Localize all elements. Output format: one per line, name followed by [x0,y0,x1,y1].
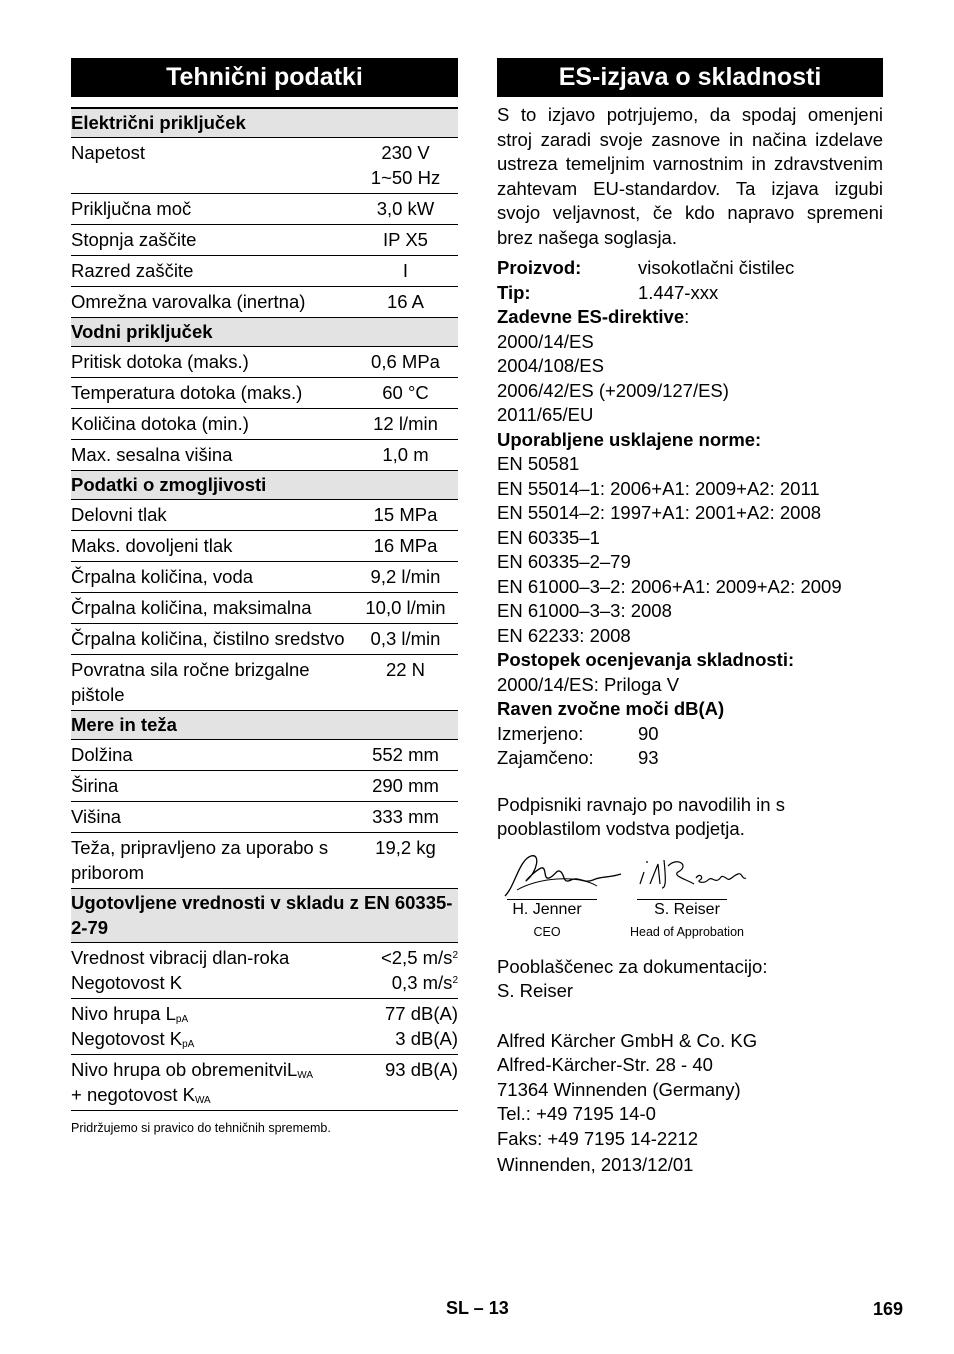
spec-label: Višina [71,802,353,833]
norm-item: EN 55014–2: 1997+A1: 2001+A2: 2008 [497,502,822,523]
type-row [497,281,883,306]
measured-value: 90 [638,722,659,744]
spec-row [71,500,458,531]
footnote: Pridržujemo si pravico do tehničnih sprememb. [71,1121,331,1135]
spec-value: 230 V 1~50 Hz [353,138,458,194]
procedure-value: 2000/14/ES: Priloga V [497,673,680,695]
product-row [497,256,883,281]
noise-value: 77 dB(A) [384,1003,458,1024]
norms-list [497,452,883,648]
spec-value: 16 A [353,287,458,318]
spec-label: Omrežna varovalka (inertna) [71,287,353,318]
spec-value: 60 °C [353,378,458,409]
directives-list [497,330,883,428]
vibration-label: Vrednost vibracij dlan-roka [71,947,290,968]
spec-row [71,740,458,771]
spec-label: Max. sesalna višina [71,440,353,471]
spec-value: 16 MPa [353,531,458,562]
spec-value: 9,2 l/min [353,562,458,593]
product-value: visokotlačni čistilec [638,257,795,278]
signers-text: Podpisniki ravnajo po navodilih in s pooblastilom vodstva podjetja. [497,793,785,839]
sound-power-uncertainty-label: + negotovost $K_{WA}$ [71,1084,211,1106]
spec-row [71,347,458,378]
norm-item: EN 61000–3–2: 2006+A1: 2009+A2: 2009 [497,575,842,597]
section-header: Vodni priključek [71,318,458,347]
spec-value: 333 mm [353,802,458,833]
section-header: Ugotovljene vrednosti v skladu z EN 60335-2-79 [71,889,458,943]
spec-row [71,409,458,440]
norm-item: EN 50581 [497,453,580,474]
spec-row [71,225,458,256]
spec-value: 12 l/min [353,409,458,440]
spec-row [71,802,458,833]
sound-power-row [71,1055,458,1111]
spec-label: Razred zaščite [71,256,353,287]
spec-row [71,624,458,655]
spec-label: Širina [71,771,353,802]
spec-value: 552 mm [353,740,458,771]
address-line: Alfred Kärcher GmbH & Co. KG [497,1029,758,1051]
spec-label: Povratna sila ročne brizgalne pištole [71,655,353,711]
signature-block [497,850,883,950]
directive-item: 2004/108/ES [497,355,604,376]
authorized-name: S. Reiser [497,980,574,1001]
norm-item: EN 62233: 2008 [497,624,631,646]
spec-value: 19,2 kg [353,833,458,889]
directive-item: 2006/42/ES (+2009/127/ES) [497,379,729,401]
declaration-title: ES-izjava o skladnosti [497,58,883,97]
spec-label: Črpalna količina, voda [71,562,353,593]
spec-value: 22 N [353,655,458,711]
guaranteed-value: 93 [638,747,659,768]
guaranteed-row [497,746,883,771]
spec-row [71,833,458,889]
spec-row [71,378,458,409]
signer1-role: CEO [533,924,561,939]
procedure-label: Postopek ocenjevanja skladnosti: [497,649,795,670]
spec-value: IP X5 [353,225,458,256]
spec-label: Temperatura dotoka (maks.) [71,378,353,409]
spec-row [71,771,458,802]
address-line: Alfred-Kärcher-Str. 28 - 40 [497,1054,713,1075]
directive-item: 2000/14/ES [497,330,594,352]
spec-value: 0,6 MPa [353,347,458,378]
company-address [497,1029,883,1152]
spec-value: 15 MPa [353,500,458,531]
section-header: Podatki o zmogljivosti [71,471,458,500]
spec-label: Napetost [71,138,353,194]
noise-label: Nivo hrupa $L_{pA}$ [71,1003,189,1025]
noise-uncertainty-value: 3 dB(A) [395,1028,458,1049]
signer1-name: H. Jenner [512,900,582,918]
place-date: Winnenden, 2013/12/01 [497,1154,694,1175]
page-number: 169 [873,1299,904,1319]
spec-value: 0,3 l/min [353,624,458,655]
product-label: Proizvod: [497,257,582,278]
signature-reiser-icon [634,850,754,900]
signer2-name: S. Reiser [654,900,720,918]
sound-power-label: Nivo hrupa ob obremenitviL$_{WA}$ [71,1059,313,1081]
spec-label: Delovni tlak [71,500,353,531]
spec-value: I [353,256,458,287]
spec-label: Maks. dovoljeni tlak [71,531,353,562]
spec-label: Črpalna količina, maksimalna [71,593,353,624]
directives-label: Zadevne ES-direktive: [497,306,690,327]
type-label: Tip: [497,281,531,303]
technical-data-column [71,58,458,1135]
intro-paragraph: S to izjavo potrjujemo, da spodaj omenjeni stroj zaradi svoje zasnove in načina izdelave ustreza temeljnim varnostnim in zdravstvenim zahtevam EU-standardov. Ta izjava izgubi svojo veljavnost, če kdo napravo spremeni brez našega soglasja. [497,104,883,248]
spec-row [71,440,458,471]
spec-value: 1,0 m [353,440,458,471]
spec-row [71,256,458,287]
type-value: 1.447-xxx [638,281,719,303]
spec-row [71,655,458,711]
uncertainty-label: Negotovost K [71,972,183,993]
vibration-row [71,943,458,999]
spec-value: 3,0 kW [353,194,458,225]
sound-power-label: Raven zvočne moči dB(A) [497,698,725,719]
spec-label: Črpalna količina, čistilno sredstvo [71,624,353,655]
spec-label: Teža, pripravljeno za uporabo s priborom [71,833,353,889]
address-line: 71364 Winnenden (Germany) [497,1078,741,1100]
vibration-value: <2,5 $m/s^2$ [380,947,458,968]
technical-data-title: Tehnični podatki [71,58,458,97]
norm-item: EN 55014–1: 2006+A1: 2009+A2: 2011 [497,477,820,499]
norm-item: EN 60335–1 [497,526,600,548]
address-line: Tel.: +49 7195 14-0 [497,1103,656,1124]
en-values-section [71,889,458,1111]
noise-row [71,999,458,1055]
section-header: Mere in teža [71,711,458,740]
spec-label: Priključna moč [71,194,353,225]
spec-value: 10,0 l/min [353,593,458,624]
uncertainty-value: 0,3 $m/s^2$ [391,972,458,993]
measured-row [497,722,883,747]
section-header: Električni priključek [71,108,458,138]
authorized-label: Pooblaščenec za dokumentacijo: [497,955,768,977]
norm-item: EN 61000–3–3: 2008 [497,600,672,621]
spec-value: 290 mm [353,771,458,802]
spec-row [71,593,458,624]
norm-item: EN 60335–2–79 [497,551,631,572]
spec-label: Dolžina [71,740,353,771]
norms-label: Uporabljene usklajene norme: [497,428,762,450]
signer2-role: Head of Approbation [630,924,744,939]
address-line: Faks: +49 7195 14-2212 [497,1127,699,1149]
spec-row [71,562,458,593]
declaration-column [497,58,883,1178]
spec-row [71,287,458,318]
guaranteed-label: Zajamčeno: [497,747,594,768]
directive-item: 2011/65/EU [497,404,594,425]
sound-power-value: 93 dB(A) [384,1059,458,1080]
noise-uncertainty-label: Negotovost $K_{pA}$ [71,1028,195,1050]
spec-row [71,531,458,562]
specs-table [71,107,458,1111]
spec-label: Pritisk dotoka (maks.) [71,347,353,378]
measured-label: Izmerjeno: [497,722,584,744]
spec-row [71,194,458,225]
spec-label: Stopnja zaščite [71,225,353,256]
language-page-label: SL – 13 [446,1298,509,1318]
spec-row [71,138,458,194]
spec-label: Količina dotoka (min.) [71,409,353,440]
